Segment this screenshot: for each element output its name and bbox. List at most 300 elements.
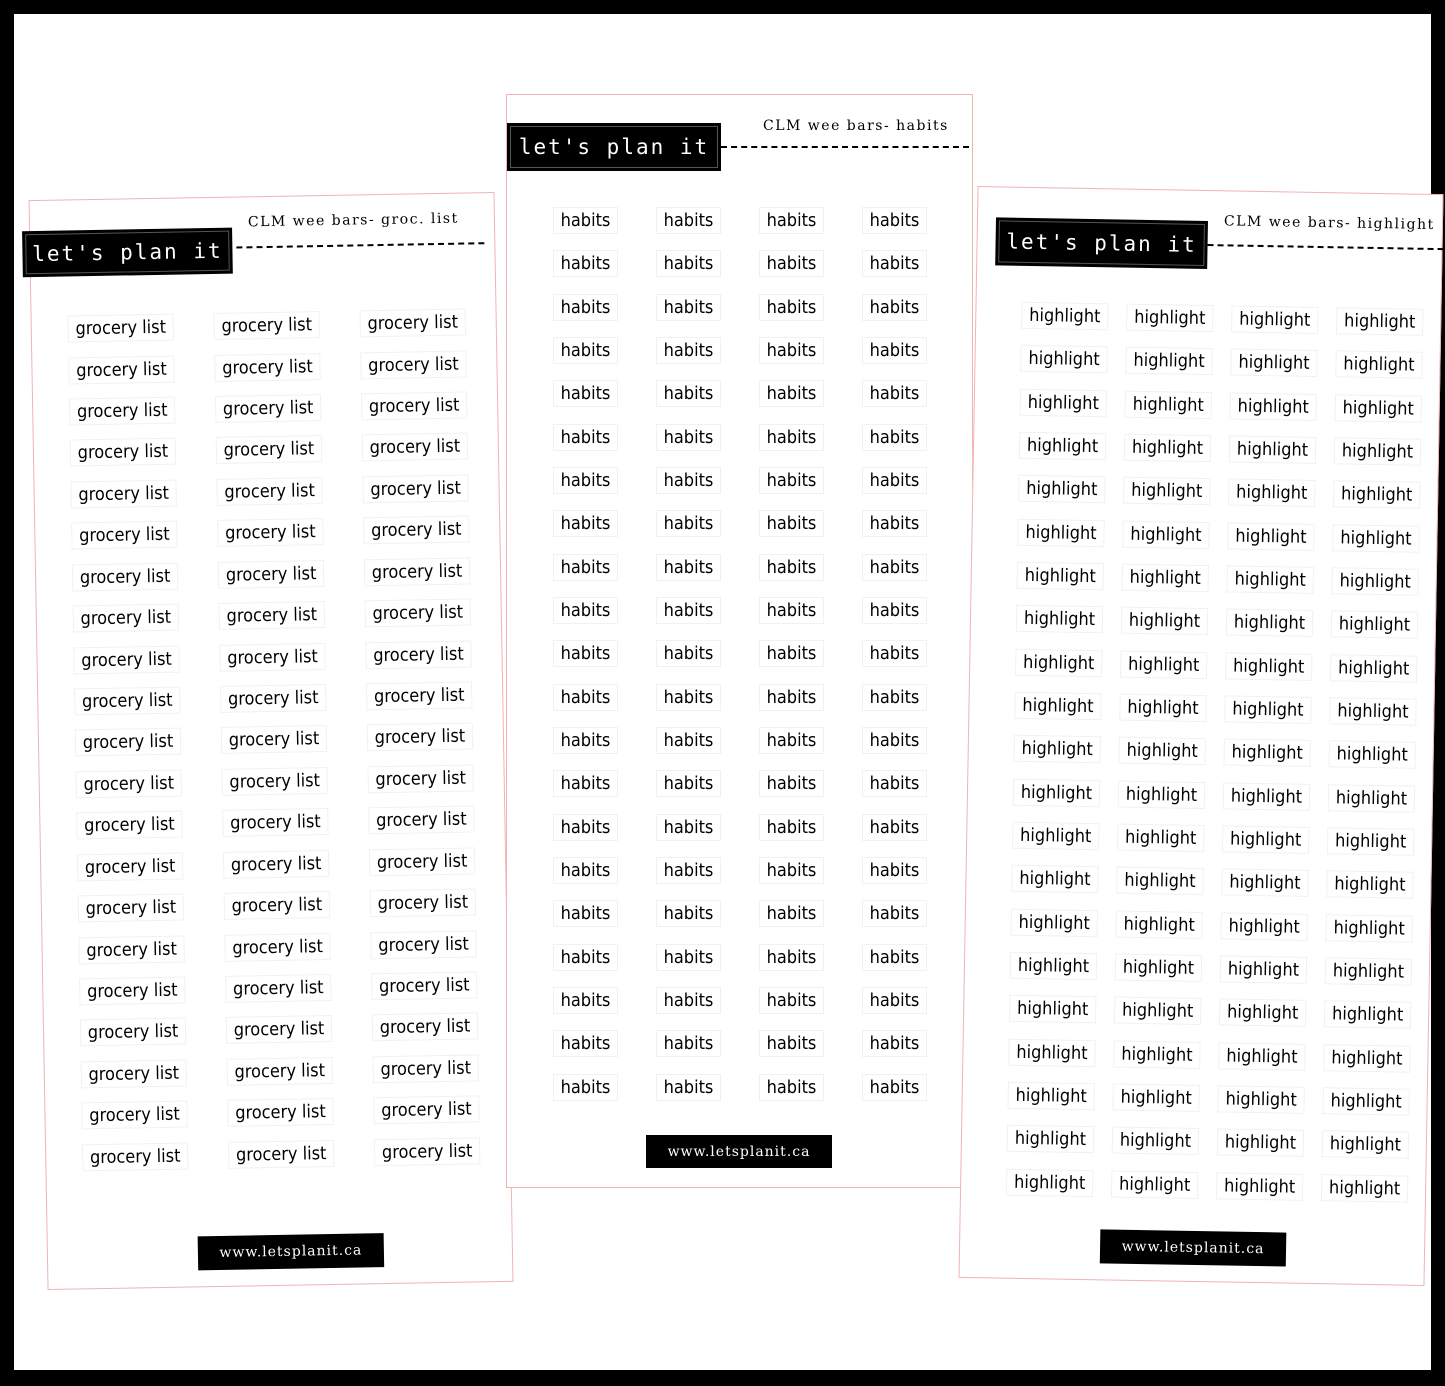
sticker-label <box>637 502 740 545</box>
sticker-label <box>1104 1032 1210 1077</box>
sticker-text: habits <box>657 988 721 1013</box>
sticker-label <box>1009 467 1115 512</box>
sticker-text: habits <box>554 381 618 406</box>
sticker-label <box>56 803 203 847</box>
sticker-text: grocery list <box>366 641 471 668</box>
sticker-text: habits <box>657 1031 721 1056</box>
sticker-label <box>534 589 637 632</box>
sticker-text: highlight <box>1021 346 1107 372</box>
sticker-label <box>637 676 740 719</box>
sticker-text: highlight <box>1332 612 1418 638</box>
sticker-label <box>1207 1164 1313 1209</box>
sticker-label <box>1222 297 1328 342</box>
sticker-label <box>843 806 946 849</box>
sticker-sheet-highlight <box>959 186 1444 1286</box>
sticker-text: grocery list <box>362 434 467 461</box>
sticker-label <box>1322 602 1428 647</box>
sticker-text: grocery list <box>83 1143 188 1170</box>
sticker-label <box>534 372 637 415</box>
sticker-label <box>343 508 490 552</box>
sticker-label <box>1325 386 1431 431</box>
sticker-text: habits <box>554 641 618 666</box>
sticker-text: grocery list <box>362 393 467 420</box>
sticker-text: habits <box>760 945 824 970</box>
sticker-label <box>60 1010 207 1054</box>
sticker-label <box>534 459 637 502</box>
sticker-label <box>637 1066 740 1109</box>
sticker-text: habits <box>863 901 927 926</box>
sticker-label <box>1012 294 1118 339</box>
sticker-label <box>58 928 205 972</box>
sticker-label <box>1211 904 1317 949</box>
sticker-label <box>1213 817 1319 862</box>
sticker-label <box>534 762 637 805</box>
sticker-label <box>1111 642 1217 687</box>
sticker-label <box>57 845 204 889</box>
sticker-label <box>344 591 491 635</box>
sticker-label <box>740 632 843 675</box>
sticker-label <box>534 676 637 719</box>
sticker-label <box>208 1132 355 1176</box>
sticker-text: habits <box>863 641 927 666</box>
sticker-label <box>740 502 843 545</box>
sticker-text: habits <box>554 338 618 363</box>
sticker-label <box>204 884 351 928</box>
sticker-label <box>843 849 946 892</box>
sticker-label <box>353 1088 500 1132</box>
sticker-label <box>740 329 843 372</box>
sticker-label <box>1221 341 1327 386</box>
sticker-text: habits <box>863 425 927 450</box>
sticker-label <box>198 594 345 638</box>
sticker-text: habits <box>760 728 824 753</box>
sticker-text: habits <box>554 511 618 536</box>
sticker-text: highlight <box>1010 996 1096 1022</box>
sticker-label <box>199 635 346 679</box>
sticker-label <box>207 1091 354 1135</box>
sticker-label <box>348 798 495 842</box>
sticker-label <box>534 1022 637 1065</box>
sticker-text: grocery list <box>214 312 319 339</box>
sticker-label <box>1313 1079 1419 1124</box>
sticker-label <box>843 632 946 675</box>
sticker-text: highlight <box>1232 307 1318 333</box>
sticker-label <box>999 1030 1105 1075</box>
sticker-text: grocery list <box>74 646 179 673</box>
sticker-text: grocery list <box>365 558 470 585</box>
sticker-text: habits <box>657 208 721 233</box>
sticker-label <box>201 718 348 762</box>
sticker-text: habits <box>554 728 618 753</box>
sticker-label <box>1216 644 1322 689</box>
sticker-text: grocery list <box>68 315 173 342</box>
sticker-label <box>1215 687 1321 732</box>
sticker-label <box>843 502 946 545</box>
sticker-label <box>201 759 348 803</box>
brand-label: let's plan it <box>22 228 233 278</box>
sticker-label <box>1220 427 1326 472</box>
sticker-text: grocery list <box>218 519 323 546</box>
sticker-text: highlight <box>1323 1088 1409 1114</box>
sticker-text: habits <box>657 728 721 753</box>
sticker-text: grocery list <box>215 354 320 381</box>
sticker-grid <box>534 199 946 1109</box>
sticker-text: habits <box>863 771 927 796</box>
sticker-label <box>1102 1162 1208 1207</box>
sticker-label <box>534 286 637 329</box>
sticker-text: highlight <box>1119 781 1205 807</box>
sticker-text: habits <box>863 728 927 753</box>
sticker-text: grocery list <box>371 931 476 958</box>
sticker-text: grocery list <box>373 1014 478 1041</box>
sticker-text: grocery list <box>369 807 474 834</box>
sticker-text: habits <box>554 815 618 840</box>
sticker-text: highlight <box>1230 437 1316 463</box>
sticker-text: habits <box>863 381 927 406</box>
sticker-label <box>843 979 946 1022</box>
sticker-text: habits <box>760 295 824 320</box>
sticker-label <box>198 552 345 596</box>
sticker-text: highlight <box>1329 785 1415 811</box>
sticker-text: grocery list <box>76 729 181 756</box>
sticker-text: highlight <box>1219 1043 1305 1069</box>
sticker-label <box>637 936 740 979</box>
sticker-label <box>61 1093 208 1137</box>
sticker-text: grocery list <box>216 395 321 422</box>
sticker-label <box>740 762 843 805</box>
sticker-text: highlight <box>1332 568 1418 594</box>
sticker-text: highlight <box>1009 1040 1095 1066</box>
sticker-text: grocery list <box>221 685 326 712</box>
sticker-text: highlight <box>1330 698 1416 724</box>
sticker-label <box>193 304 340 348</box>
sticker-text: grocery list <box>70 439 175 466</box>
sticker-label <box>55 762 202 806</box>
sticker-text: habits <box>657 858 721 883</box>
sticker-text: grocery list <box>220 644 325 671</box>
sticker-label <box>740 676 843 719</box>
brand-label: let's plan it <box>507 123 721 171</box>
sheet-title: CLM wee bars- habits <box>763 118 949 134</box>
sticker-label <box>637 589 740 632</box>
sticker-label <box>58 886 205 930</box>
sticker-text: highlight <box>1123 521 1209 547</box>
sticker-label <box>534 719 637 762</box>
dashed-divider <box>236 242 484 248</box>
sticker-label <box>1113 512 1219 557</box>
sticker-label <box>52 555 199 599</box>
sticker-label <box>1312 1166 1418 1211</box>
sticker-text: highlight <box>1122 565 1208 591</box>
sticker-text: habits <box>863 988 927 1013</box>
sticker-label <box>1006 640 1112 685</box>
sticker-label <box>843 1022 946 1065</box>
sticker-label <box>1010 424 1116 469</box>
sticker-label <box>51 513 198 557</box>
sticker-label <box>534 199 637 242</box>
sticker-label <box>534 1066 637 1109</box>
sticker-text: grocery list <box>217 478 322 505</box>
sticker-text: grocery list <box>76 771 181 798</box>
sticker-label <box>740 589 843 632</box>
sticker-text: habits <box>863 251 927 276</box>
sticker-text: habits <box>760 338 824 363</box>
sticker-text: grocery list <box>219 561 324 588</box>
sticker-text: highlight <box>1113 1085 1199 1111</box>
sticker-label <box>1004 727 1110 772</box>
sticker-label <box>1001 900 1107 945</box>
sticker-label <box>1319 776 1425 821</box>
sticker-label <box>1105 989 1211 1034</box>
sticker-text: grocery list <box>368 765 473 792</box>
sticker-text: habits <box>657 945 721 970</box>
sticker-label <box>1325 429 1431 474</box>
sticker-text: highlight <box>1117 868 1203 894</box>
sticker-label <box>1319 732 1425 777</box>
sticker-text: habits <box>760 468 824 493</box>
sticker-text: habits <box>554 555 618 580</box>
sticker-text: habits <box>554 685 618 710</box>
sticker-text: grocery list <box>373 1055 478 1082</box>
sticker-label <box>1004 770 1110 815</box>
sticker-text: grocery list <box>73 563 178 590</box>
sticker-label <box>534 892 637 935</box>
sticker-text: highlight <box>1008 1126 1094 1152</box>
sticker-text: grocery list <box>80 978 185 1005</box>
sticker-label <box>637 459 740 502</box>
sticker-label <box>843 762 946 805</box>
sticker-label <box>47 306 194 350</box>
sticker-label <box>1008 510 1114 555</box>
sticker-label <box>1320 689 1426 734</box>
website-label: www.letsplanit.ca <box>1100 1229 1287 1266</box>
sticker-label <box>740 286 843 329</box>
sticker-text: habits <box>760 511 824 536</box>
sticker-label <box>341 384 488 428</box>
sticker-grid <box>997 294 1433 1211</box>
sticker-sheet-grocery-list <box>29 192 514 1290</box>
sticker-text: grocery list <box>72 522 177 549</box>
sticker-label <box>1326 342 1432 387</box>
sticker-label <box>637 892 740 935</box>
sticker-text: habits <box>554 858 618 883</box>
sticker-text: habits <box>863 815 927 840</box>
sticker-text: habits <box>760 425 824 450</box>
sticker-text: grocery list <box>222 727 327 754</box>
sticker-label <box>1110 685 1216 730</box>
sticker-label <box>1322 559 1428 604</box>
sticker-text: highlight <box>1118 825 1204 851</box>
sticker-text: grocery list <box>81 1019 186 1046</box>
sticker-text: habits <box>554 901 618 926</box>
sticker-label <box>1219 471 1325 516</box>
sticker-label <box>50 472 197 516</box>
sticker-label <box>998 1074 1104 1119</box>
sticker-label <box>1317 862 1423 907</box>
sticker-label <box>1106 902 1212 947</box>
sticker-text: habits <box>863 1031 927 1056</box>
sticker-text: grocery list <box>228 1099 333 1126</box>
sticker-text: habits <box>863 208 927 233</box>
sticker-label <box>1007 597 1113 642</box>
sticker-text: habits <box>554 945 618 970</box>
sticker-text: grocery list <box>69 356 174 383</box>
sticker-text: highlight <box>1020 390 1106 416</box>
sticker-label <box>534 502 637 545</box>
sticker-text: highlight <box>1122 608 1208 634</box>
sticker-label <box>637 762 740 805</box>
sticker-label <box>352 1047 499 1091</box>
sticker-text: habits <box>657 641 721 666</box>
sticker-label <box>740 416 843 459</box>
sticker-label <box>637 719 740 762</box>
sticker-label <box>740 936 843 979</box>
sticker-text: highlight <box>1324 1045 1410 1071</box>
sticker-label <box>740 1066 843 1109</box>
sticker-label <box>1007 554 1113 599</box>
sticker-label <box>54 679 201 723</box>
sticker-label <box>1217 601 1323 646</box>
sticker-text: highlight <box>1229 480 1315 506</box>
sticker-label <box>1214 774 1320 819</box>
sticker-label <box>534 416 637 459</box>
sticker-text: highlight <box>1126 348 1212 374</box>
sticker-text: habits <box>657 685 721 710</box>
sticker-text: grocery list <box>71 481 176 508</box>
sticker-text: habits <box>863 555 927 580</box>
sticker-text: habits <box>657 815 721 840</box>
sticker-text: habits <box>863 295 927 320</box>
sticker-text: highlight <box>1113 1128 1199 1154</box>
sticker-label <box>1327 299 1433 344</box>
sticker-label <box>1209 1034 1315 1079</box>
sticker-text: grocery list <box>219 602 324 629</box>
sticker-text: grocery list <box>360 310 465 337</box>
sticker-text: highlight <box>1022 303 1108 329</box>
sticker-label <box>1208 1077 1314 1122</box>
sticker-text: highlight <box>1015 693 1101 719</box>
sticker-label <box>637 632 740 675</box>
sticker-label <box>843 199 946 242</box>
sticker-label <box>1116 339 1222 384</box>
sticker-label <box>50 431 197 475</box>
sticker-label <box>998 1117 1104 1162</box>
sticker-label <box>339 301 486 345</box>
sticker-text: grocery list <box>374 1097 479 1124</box>
sticker-text: highlight <box>1326 958 1412 984</box>
sheet-title: CLM wee bars- highlight <box>1223 213 1435 233</box>
sticker-text: highlight <box>1017 563 1103 589</box>
sticker-text: habits <box>554 988 618 1013</box>
sticker-text: highlight <box>1227 567 1313 593</box>
sticker-text: habits <box>760 381 824 406</box>
sticker-text: highlight <box>1016 650 1102 676</box>
sticker-label <box>1109 729 1215 774</box>
sticker-label <box>843 719 946 762</box>
sticker-text: habits <box>554 1075 618 1100</box>
sticker-text: highlight <box>1120 695 1206 721</box>
sticker-text: habits <box>554 295 618 320</box>
sticker-label <box>52 596 199 640</box>
sticker-label <box>206 1049 353 1093</box>
sticker-text: habits <box>657 555 721 580</box>
sticker-label <box>1313 1122 1419 1167</box>
sticker-text: grocery list <box>75 688 180 715</box>
sticker-label <box>843 1066 946 1109</box>
sticker-label <box>1323 516 1429 561</box>
sticker-text: grocery list <box>78 853 183 880</box>
sticker-text: grocery list <box>370 848 475 875</box>
sticker-label <box>204 925 351 969</box>
sticker-text: highlight <box>1121 651 1207 677</box>
sticker-label <box>1001 944 1107 989</box>
sticker-text: habits <box>760 858 824 883</box>
sticker-text: habits <box>760 771 824 796</box>
sticker-label <box>1214 731 1320 776</box>
sticker-label <box>1109 772 1215 817</box>
sticker-grid <box>47 301 500 1179</box>
sticker-text: highlight <box>1017 606 1103 632</box>
sticker-label <box>534 546 637 589</box>
sticker-text: highlight <box>1124 478 1210 504</box>
sticker-label <box>1212 861 1318 906</box>
sticker-text: grocery list <box>364 517 469 544</box>
sticker-text: habits <box>760 815 824 840</box>
sticker-text: highlight <box>1225 697 1311 723</box>
sticker-label <box>534 936 637 979</box>
sticker-text: grocery list <box>224 851 329 878</box>
sticker-label <box>354 1130 501 1174</box>
sticker-label <box>196 469 343 513</box>
sticker-text: habits <box>760 251 824 276</box>
sticker-text: highlight <box>1327 872 1413 898</box>
sticker-label <box>344 550 491 594</box>
sticker-text: grocery list <box>77 812 182 839</box>
sheet-title: CLM wee bars- groc. list <box>247 210 459 231</box>
sticker-text: habits <box>657 468 721 493</box>
sticker-text: habits <box>554 251 618 276</box>
sticker-label <box>1002 857 1108 902</box>
sticker-label <box>637 286 740 329</box>
sticker-label <box>1112 599 1218 644</box>
sticker-label <box>1220 384 1326 429</box>
sticker-text: highlight <box>1114 1041 1200 1067</box>
sticker-text: habits <box>863 338 927 363</box>
sticker-text: grocery list <box>375 1138 480 1165</box>
sticker-label <box>59 969 206 1013</box>
sticker-label <box>740 849 843 892</box>
sticker-label <box>1103 1075 1209 1120</box>
sticker-label <box>202 801 349 845</box>
sticker-text: highlight <box>1125 435 1211 461</box>
sticker-text: habits <box>760 598 824 623</box>
sticker-label <box>740 892 843 935</box>
sticker-text: highlight <box>1335 438 1421 464</box>
sticker-text: habits <box>657 381 721 406</box>
sticker-label <box>843 936 946 979</box>
sticker-label <box>55 721 202 765</box>
sticker-label <box>53 638 200 682</box>
sticker-label <box>843 892 946 935</box>
sticker-text: highlight <box>1013 823 1099 849</box>
sticker-label <box>1316 906 1422 951</box>
sticker-text: highlight <box>1019 476 1105 502</box>
sticker-text: grocery list <box>70 398 175 425</box>
sticker-label <box>740 459 843 502</box>
sticker-text: highlight <box>1217 1173 1303 1199</box>
sticker-text: habits <box>760 988 824 1013</box>
dashed-divider <box>721 146 969 148</box>
